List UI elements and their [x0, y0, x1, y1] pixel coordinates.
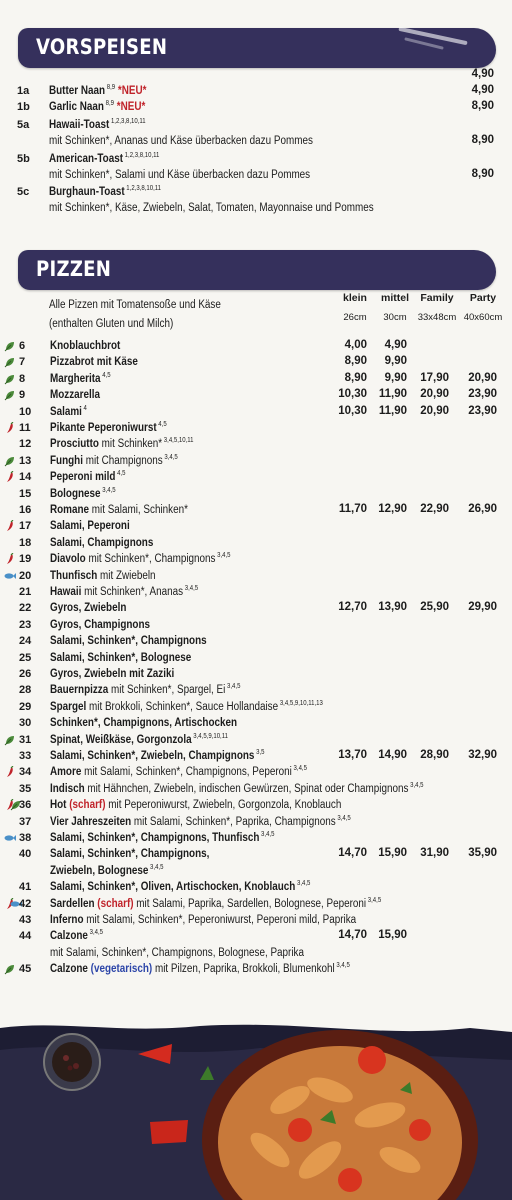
pizza-price-klein: 10,30: [338, 388, 367, 400]
pizza-toppings: mit Salami, Schinken*, Paprika, Champignons: [131, 816, 336, 828]
item-title: Burghaun-Toast: [49, 186, 125, 198]
size-name: klein: [343, 292, 367, 304]
pizza-name: [50, 782, 423, 796]
pizza-title: Schinken*, Champignons, Artischocken: [50, 717, 238, 729]
pizza-title: Mozzarella: [50, 389, 101, 401]
pizza-title: Salami, Champignons: [50, 537, 154, 549]
pizza-name: [50, 929, 103, 943]
pizza-number: 28: [19, 684, 32, 696]
vorspeisen-top-price: 4,90: [471, 68, 494, 80]
allergen-codes: 4,5: [156, 421, 167, 428]
pizza-name: [50, 880, 310, 894]
pizza-price-klein: 8,90: [344, 372, 367, 384]
item-price: 4,90: [471, 84, 494, 96]
pizza-toppings: mit Salami, Schinken*, Champignons, Bolognese, Paprika: [50, 947, 304, 959]
pizza-name: [50, 946, 304, 960]
pizza-number: 14: [19, 471, 32, 483]
pizza-price-klein: 4,00: [344, 339, 367, 351]
pizza-number: 34: [19, 766, 32, 778]
pizza-toppings: mit Schinken*, Champignons: [85, 553, 216, 565]
pizza-name: [50, 585, 198, 599]
pizza-number: 36: [19, 799, 32, 811]
pizza-name: [50, 897, 381, 911]
item-title: Hawaii-Toast: [49, 119, 110, 131]
allergen-codes: 3,5: [254, 749, 265, 756]
pizza-price-mittel: 11,90: [378, 388, 407, 400]
pizza-price-party: 23,90: [468, 405, 497, 417]
pizzen-intro: Alle Pizzen mit Tomatensoße und Käse: [49, 299, 221, 311]
new-tag: *NEU*: [114, 101, 146, 113]
chili-icon: [4, 553, 16, 565]
pizza-number: 7: [19, 356, 26, 368]
pizza-price-party: 26,90: [468, 503, 497, 515]
size-dimension: 40x60cm: [463, 312, 503, 323]
item-number: 1a: [17, 85, 30, 97]
allergen-codes: 4: [81, 405, 87, 412]
pizza-name: [50, 552, 231, 566]
item-price: 8,90: [471, 168, 494, 180]
food-photo: [0, 1020, 512, 1200]
pizza-title: Bauernpizza: [50, 684, 109, 696]
pizza-number: 13: [19, 455, 32, 467]
pizza-name: [50, 913, 356, 927]
pizza-title: Diavolo: [50, 553, 86, 565]
pizza-title: Gyros, Zwiebeln mit Zaziki: [50, 668, 175, 680]
pizza-number: 19: [19, 553, 32, 565]
pizza-number: 31: [19, 734, 32, 746]
pizza-price-mittel: 12,90: [378, 503, 407, 515]
pizza-title: Salami: [50, 406, 82, 418]
pizzen-intro-allergens: (enthalten Gluten und Milch): [49, 318, 174, 330]
pizza-price-mittel: 15,90: [378, 847, 407, 859]
size-name: Party: [469, 292, 497, 304]
size-name: mittel: [380, 292, 409, 304]
pizza-title: Pizzabrot mit Käse: [50, 356, 138, 368]
pizza-price-family: 20,90: [420, 388, 449, 400]
allergen-codes: 8,9: [103, 100, 115, 107]
leaf-icon: [4, 734, 16, 746]
pizza-title: Funghi: [50, 455, 83, 467]
pizza-number: 20: [19, 570, 32, 582]
pizza-number: 10: [19, 406, 32, 418]
pizza-price-mittel: 4,90: [384, 339, 407, 351]
allergen-codes: 3,4,5: [366, 897, 382, 904]
pizza-name: [50, 355, 138, 369]
pizza-title: Salami, Schinken*, Champignons,: [50, 848, 210, 860]
pizza-title: Bolognese: [50, 488, 101, 500]
leaf-icon: [4, 356, 16, 368]
pizza-price-party: 23,90: [468, 388, 497, 400]
pizza-price-mittel: 14,90: [378, 749, 407, 761]
pizza-title: Hawaii: [50, 586, 82, 598]
item-number: 1b: [17, 101, 30, 113]
pizza-title: Gyros, Zwiebeln: [50, 602, 127, 614]
allergen-codes: 3,4,5: [148, 864, 164, 871]
pizza-number: 38: [19, 832, 32, 844]
pizza-price-mittel: 13,90: [378, 601, 407, 613]
pizza-number: 24: [19, 635, 32, 647]
item-price: 8,90: [471, 134, 494, 146]
pizza-name: [50, 831, 274, 845]
pizza-number: 17: [19, 520, 32, 532]
pizza-title: Gyros, Champignons: [50, 619, 151, 631]
pizza-toppings: mit Hähnchen, Zwiebeln, indischen Gewürzen, Spinat oder Champignons: [84, 783, 409, 795]
allergen-codes: 3,4,5,9,10,11,13: [278, 700, 323, 707]
allergen-codes: 3,4,5: [335, 815, 351, 822]
pizza-title: Salami, Schinken*, Bolognese: [50, 652, 192, 664]
pizza-title: Spargel: [50, 701, 87, 713]
pizza-name: [50, 569, 156, 583]
pizza-name: [50, 388, 100, 402]
pizza-name: [50, 536, 153, 550]
item-number: 5c: [17, 186, 30, 198]
size-name: Family: [420, 292, 454, 304]
item-description: mit Schinken*, Salami und Käse überbacken dazu Pommes: [49, 169, 311, 181]
pizza-toppings: mit Schinken*, Spargel, Ei: [108, 684, 226, 696]
pizza-name: [50, 470, 125, 484]
pizza-number: 43: [19, 914, 32, 926]
pizza-toppings: mit Schinken*, Ananas: [81, 586, 184, 598]
chili-icon: [4, 471, 16, 483]
pizza-number: 8: [19, 373, 26, 385]
pizza-number: 35: [19, 783, 32, 795]
pizza-number: 42: [19, 898, 32, 910]
pizza-title: Spinat, Weißkäse, Gorgonzola: [50, 734, 192, 746]
allergen-codes: 4,5: [100, 372, 111, 379]
pizza-title: Inferno: [50, 914, 84, 926]
allergen-codes: 3,4,5: [334, 962, 350, 969]
pizza-title: Salami, Schinken*, Champignons: [50, 635, 207, 647]
spicy-label: (scharf): [94, 898, 134, 910]
pizza-name: [50, 765, 307, 779]
leaf-icon: [4, 963, 16, 975]
pizza-name: [50, 634, 207, 648]
allergen-codes: 3,4,5: [225, 683, 241, 690]
allergen-codes: 1,2,3,8,10,11: [124, 185, 162, 192]
pizza-title: Sardellen: [50, 898, 95, 910]
pizza-name: [50, 683, 240, 697]
pizza-number: 11: [19, 422, 31, 434]
allergen-codes: 3,4,5,9,10,11: [191, 733, 228, 740]
leaf-icon: [4, 373, 16, 385]
pizza-price-family: 28,90: [420, 749, 449, 761]
pizza-name: [50, 487, 116, 501]
pizza-title: Salami, Schinken*, Champignons, Thunfisch: [50, 832, 260, 844]
pizza-toppings: mit Zwiebeln: [97, 570, 156, 582]
fish-icon: [4, 832, 16, 844]
pizza-name: [50, 700, 323, 714]
pizza-price-party: 29,90: [468, 601, 497, 613]
chili-icon: [4, 766, 16, 778]
pizza-name: [50, 503, 188, 517]
pizza-title: Knoblauchbrot: [50, 340, 121, 352]
pizza-price-family: 22,90: [420, 503, 449, 515]
allergen-codes: 3,4,5: [408, 782, 424, 789]
pizza-toppings: mit Brokkoli, Schinken*, Sauce Hollandaise: [86, 701, 279, 713]
pizza-name: [50, 454, 178, 468]
pizza-title: Calzone: [50, 930, 88, 942]
pizza-title: Vier Jahreszeiten: [50, 816, 132, 828]
allergen-codes: 1,2,3,8,10,11: [109, 118, 146, 125]
item-number: 5a: [17, 119, 30, 131]
pizza-price-mittel: 9,90: [384, 372, 407, 384]
pizza-price-family: 17,90: [420, 372, 449, 384]
pizza-name: [50, 618, 150, 632]
item-description: mit Schinken*, Ananas und Käse überbacken dazu Pommes: [49, 135, 313, 147]
pizza-title: Amore: [50, 766, 82, 778]
pizza-price-klein: 11,70: [338, 503, 367, 515]
size-dimension: 30cm: [383, 312, 407, 323]
item-name: [49, 84, 146, 98]
item-title: Garlic Naan: [49, 101, 104, 113]
chili-icon: [4, 422, 16, 434]
pizza-name: [50, 733, 228, 747]
pizza-number: 22: [19, 602, 32, 614]
pizza-number: 15: [19, 488, 32, 500]
pizza-title: Pikante Peperoniwurst: [50, 422, 157, 434]
leaf-icon: [4, 455, 16, 467]
pizza-number: 44: [19, 930, 32, 942]
pizza-price-family: 20,90: [420, 405, 449, 417]
pizza-price-family: 25,90: [420, 601, 449, 613]
pizza-price-klein: 8,90: [344, 355, 367, 367]
pizza-toppings: mit Salami, Schinken*, Peperoniwurst, Peperoni mild, Paprika: [83, 914, 357, 926]
pizza-name: [50, 421, 167, 435]
allergen-codes: 8,9: [105, 84, 116, 91]
pizza-title: Salami, Schinken*, Oliven, Artischocken, Knoblauch: [50, 881, 296, 893]
pizza-number: 37: [19, 816, 32, 828]
pizza-toppings: mit Schinken*: [98, 438, 163, 450]
pizza-number: 6: [19, 340, 26, 352]
pizza-toppings: mit Salami, Schinken*, Champignons, Peperoni: [81, 766, 292, 778]
banner-brush-streak: [398, 27, 467, 45]
leaf-icon: [4, 340, 16, 352]
pizza-title: Salami, Peperoni: [50, 520, 130, 532]
pizza-price-mittel: 15,90: [378, 929, 407, 941]
pizza-number: 40: [19, 848, 32, 860]
pizza-title: Calzone: [50, 963, 88, 975]
pizza-name: [50, 749, 264, 763]
pizza-title: Hot: [50, 799, 67, 811]
item-description: mit Schinken*, Käse, Zwiebeln, Salat, Tomaten, Mayonnaise und Pommes: [49, 202, 374, 214]
pizza-toppings: mit Pilzen, Paprika, Brokkoli, Blumenkohl: [152, 963, 335, 975]
leaf-icon: [4, 389, 16, 401]
pizza-number: 41: [19, 881, 32, 893]
pizza-toppings: mit Salami, Schinken*: [89, 504, 188, 516]
item-title: Butter Naan: [49, 85, 106, 97]
pizza-price-party: 32,90: [468, 749, 497, 761]
allergen-codes: 3,4,5: [87, 929, 103, 936]
fish-icon: [4, 570, 16, 582]
vegetarian-label: (vegetarisch): [87, 963, 153, 975]
pizza-price-klein: 13,70: [338, 749, 367, 761]
pizza-title: Indisch: [50, 783, 85, 795]
size-dimension: 26cm: [343, 312, 367, 323]
vorspeisen-title: VORSPEISEN: [36, 35, 168, 59]
allergen-codes: 1,2,3,8,10,11: [123, 152, 160, 159]
pizza-name: [50, 798, 341, 812]
pizza-price-klein: 10,30: [338, 405, 367, 417]
pizza-number: 30: [19, 717, 32, 729]
pizza-toppings: mit Salami, Paprika, Sardellen, Bolognese, Peperoni: [133, 898, 367, 910]
pizza-price-klein: 14,70: [338, 847, 367, 859]
pizza-title: Thunfisch: [50, 570, 98, 582]
pizza-number: 16: [19, 504, 32, 516]
pizza-number: 29: [19, 701, 32, 713]
item-name: [49, 100, 145, 114]
pizzen-title: PIZZEN: [36, 257, 112, 281]
item-price: 8,90: [471, 100, 494, 112]
pizza-name: [50, 339, 120, 353]
item-number: 5b: [17, 153, 30, 165]
pizza-name: [50, 864, 163, 878]
pizza-title: Prosciutto: [50, 438, 99, 450]
pizza-title: Margherita: [50, 373, 101, 385]
pizza-price-klein: 12,70: [338, 601, 367, 613]
chili-icon: [4, 520, 16, 532]
pizza-price-mittel: 11,90: [378, 405, 407, 417]
pizza-number: 25: [19, 652, 32, 664]
pizza-name: [50, 815, 351, 829]
pizza-name: [50, 437, 193, 451]
pizza-price-family: 31,90: [420, 847, 449, 859]
pizza-number: 33: [19, 750, 32, 762]
allergen-codes: 3,4,5: [295, 880, 311, 887]
vorspeisen-banner: [18, 28, 496, 68]
allergen-codes: 3,4,5: [259, 831, 275, 838]
pizza-toppings: mit Peperoniwurst, Zwiebeln, Gorgonzola, Knoblauch: [105, 799, 342, 811]
item-title: American-Toast: [49, 153, 124, 165]
allergen-codes: 3,4,5,10,11: [162, 437, 194, 444]
pizza-toppings: mit Champignons: [82, 455, 163, 467]
pizza-price-party: 35,90: [468, 847, 497, 859]
pizza-number: 18: [19, 537, 32, 549]
pizza-name: [50, 847, 209, 861]
pizzen-banner: [18, 250, 496, 290]
pizza-number: 12: [19, 438, 32, 450]
pizza-number: 26: [19, 668, 32, 680]
pizza-title: Romane: [50, 504, 90, 516]
pizza-name: [50, 962, 350, 976]
pizza-name: [50, 716, 237, 730]
item-name: [49, 185, 161, 199]
allergen-codes: 3,4,5: [291, 765, 307, 772]
pizza-name: [50, 372, 111, 386]
pizza-name: [50, 519, 130, 533]
pizza-title: Peperoni mild: [50, 471, 116, 483]
allergen-codes: 3,4,5: [215, 552, 231, 559]
size-dimension: 33x48cm: [417, 312, 457, 323]
allergen-codes: 3,4,5: [100, 487, 116, 494]
allergen-codes: 3,4,5: [162, 454, 178, 461]
pizza-number: 9: [19, 389, 26, 401]
spicy-label: (scharf): [66, 799, 106, 811]
pizza-number: 23: [19, 619, 32, 631]
new-tag: *NEU*: [115, 85, 147, 97]
pizza-name: [50, 405, 87, 419]
allergen-codes: 3,4,5: [183, 585, 199, 592]
pizza-number: 21: [19, 586, 32, 598]
pizza-name: [50, 651, 191, 665]
pizza-price-mittel: 9,90: [384, 355, 407, 367]
pizza-title: Zwiebeln, Bolognese: [50, 865, 149, 877]
pizza-price-klein: 14,70: [338, 929, 367, 941]
item-name: [49, 152, 159, 166]
pizza-name: [50, 601, 126, 615]
pizza-price-party: 20,90: [468, 372, 497, 384]
allergen-codes: 4,5: [115, 470, 126, 477]
item-name: [49, 118, 146, 132]
pizza-number: 45: [19, 963, 32, 975]
pizza-title: Salami, Schinken*, Zwiebeln, Champignons: [50, 750, 255, 762]
pizza-name: [50, 667, 174, 681]
